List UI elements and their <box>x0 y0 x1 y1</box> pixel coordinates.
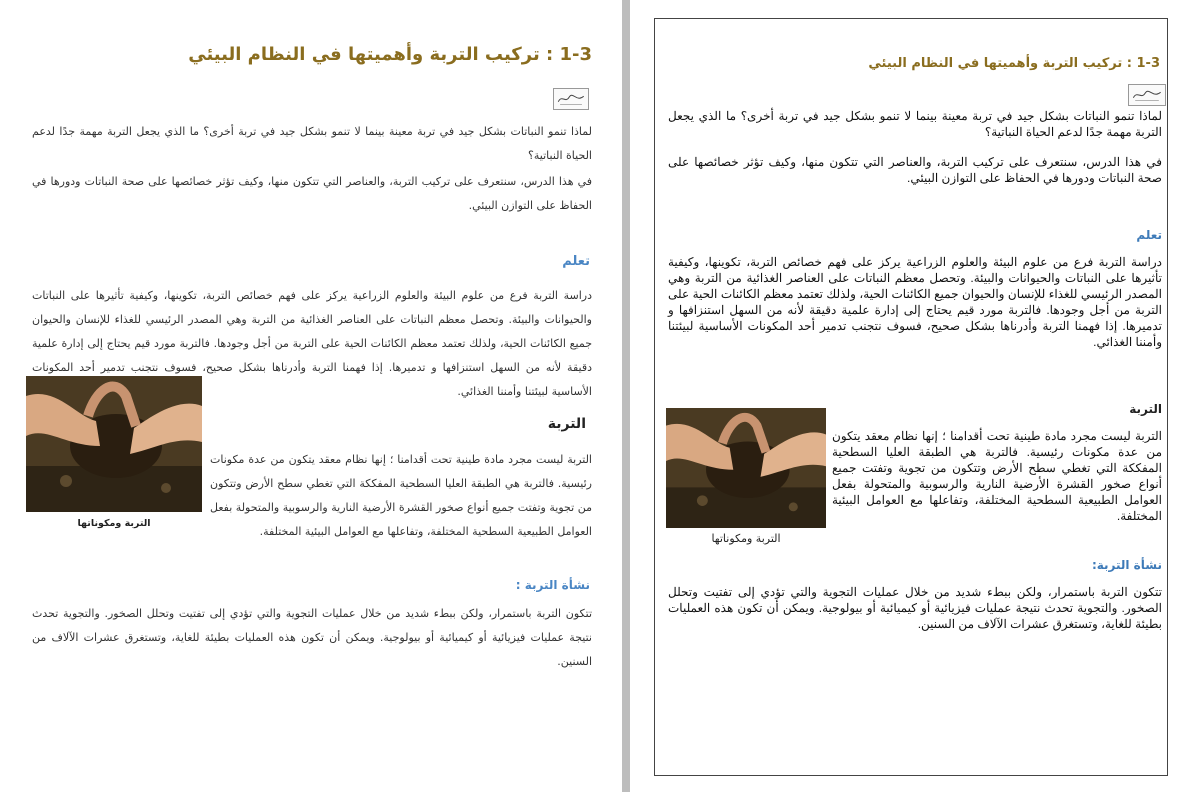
image-caption-right: التربة ومكوناتها <box>711 532 781 545</box>
intro-lesson-right: في هذا الدرس، سنتعرف على تركيب التربة، والعناصر التي تتكون منها، وكيف تؤثر خصائصها على صحة النباتات ودورها في الحفاظ على التوازن البيئي. <box>668 155 1162 185</box>
soil-photo-right <box>666 408 826 528</box>
right-page <box>630 0 1200 792</box>
origin-heading: نشأة التربة : <box>515 578 590 592</box>
signature-icon-right <box>1128 84 1166 106</box>
intro-question-right: لماذا تنمو النباتات بشكل جيد في تربة معينة بينما لا تنمو بشكل جيد في تربة أخرى؟ ما الذي يجعل التربة مهمة جدًا لدعم الحياة النباتية؟ <box>668 109 1162 139</box>
soil-text: التربة ليست مجرد مادة طينية تحت أقدامنا ؛ إنها نظام معقد يتكون من عدة مكونات رئيسية. فالتربة هي الطبقة العليا السطحية المفككة التي تغطي سطح الأرض وتتكون من تجوية وتفتت جميع أنواع صخور القشرة الأرضية النارية والرسوبية والمتحولة بفعل العوامل الطبيعية السطحية المختلفة، وتفاعلها مع العوامل البيئية المختلفة. <box>210 453 592 538</box>
learn-text-right: دراسة التربة فرع من علوم البيئة والعلوم الزراعية يركز على فهم خصائص التربة، تكوينها، وكيفية تأثيرها على النباتات والحيوانات والبيئة. وتحصل معظم النباتات على العناصر الغذائية من التربة وهي المصدر الرئيسي للغذاء للإنسان والحيوان جميع الكائنات الحية، ولذلك تعتمد معظم الكائنات الحية على التربة من أجل وجودها. فالتربة مورد قيم يحتاج إلى إدارة علمية دقيقة لأنه من السهل استنزافها و تدميرها. إذا فهمنا التربة وأدرناها بشكل صحيح، فسوف نتجنب تدمير أحد المكونات الأساسية لبيئتنا وأمننا الغذائي. <box>668 255 1162 349</box>
origin-text-right: تتكون التربة باستمرار، ولكن ببطء شديد من خلال عمليات التجوية والتي تؤدي إلى تفتيت وتحلل الصخور. والتجوية تحدث نتيجة عمليات فيزيائية أو كيميائية أو بيولوجية. ويمكن أن تكون هذه العمليات بطيئة للغاية، وتستغرق عشرات الآلاف من السنين. <box>668 585 1162 631</box>
hands-soil-icon-right <box>666 408 826 528</box>
origin-heading-right: نشأة التربة: <box>1091 558 1162 572</box>
origin-text: تتكون التربة باستمرار، ولكن ببطء شديد من خلال عمليات التجوية والتي تؤدي إلى تفتيت وتحلل الصخور. والتجوية تحدث نتيجة عمليات فيزيائية أو كيميائية أو بيولوجية. ويمكن أن تكون هذه العمليات بطيئة للغاية، وتستغرق عشرات الآلاف من السنين. <box>32 607 592 668</box>
soil-text-right: التربة ليست مجرد مادة طينية تحت أقدامنا ؛ إنها نظام معقد يتكون من عدة مكونات رئيسية. فالتربة هي الطبقة العليا السطحية المفككة التي تغطي سطح الأرض وتتكون من تجوية وتفتت جميع أنواع صخور القشرة الأرضية النارية والرسوبية والمتحولة بفعل العوامل الطبيعية السطحية المختلفة، وتفاعلها مع العوامل البيئية المختلفة. <box>832 429 1162 523</box>
intro-question: لماذا تنمو النباتات بشكل جيد في تربة معينة بينما لا تنمو بشكل جيد في تربة أخرى؟ ما الذي يجعل التربة مهمة جدًا لدعم الحياة النباتية؟ <box>32 125 592 162</box>
soil-heading: التربة <box>547 416 586 432</box>
hands-soil-icon <box>26 376 202 512</box>
learn-heading: تعلم <box>562 254 590 269</box>
intro-lesson: في هذا الدرس، سنتعرف على تركيب التربة، والعناصر التي تتكون منها، وكيف تؤثر خصائصها على صحة النباتات ودورها في الحفاظ على التوازن البيئي. <box>32 175 592 212</box>
signature-icon <box>553 88 589 110</box>
learn-text: دراسة التربة فرع من علوم البيئة والعلوم الزراعية يركز على فهم خصائص التربة، تكوينها، وكيفية تأثيرها على النباتات والحيوانات والبيئة. وتحصل معظم النباتات على العناصر الغذائية من التربة وهي المصدر الرئيسي للغذاء للإنسان والحيوان جميع الكائنات الحية، ولذلك تعتمد معظم الكائنات الحية على التربة من أجل وجودها. فالتربة مورد قيم يحتاج إلى إدارة علمية دقيقة لأنه من السهل استنزافها و تدميرها. إذا فهمنا التربة وأدرناها بشكل صحيح، فسوف نتجنب تدمير أحد المكونات الأساسية لبيئتنا وأمننا الغذائي. <box>32 289 592 398</box>
page-title: 1-3 : تركيب التربة وأهميتها في النظام البيئي <box>188 44 592 65</box>
soil-photo <box>26 376 202 512</box>
image-caption: التربة ومكوناتها <box>77 518 151 529</box>
page-divider <box>622 0 630 792</box>
page-title-right: 1-3 : تركيب التربة وأهميتها في النظام البيئي <box>868 56 1160 71</box>
soil-heading-right: التربة <box>1129 402 1162 416</box>
learn-heading-right: تعلم <box>1136 228 1162 242</box>
